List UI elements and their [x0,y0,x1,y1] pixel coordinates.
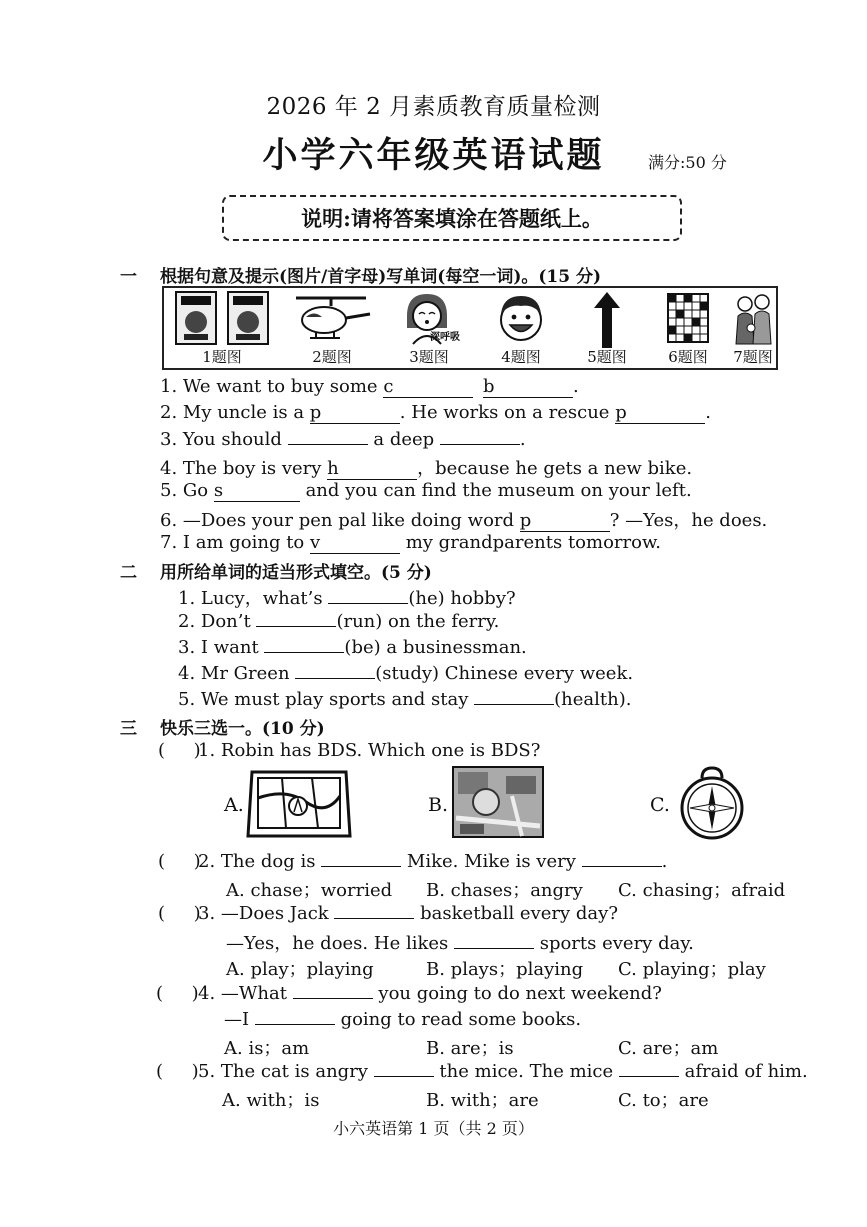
question-text: . [573,376,579,397]
q2-option-b[interactable]: B. chases；angry [426,880,583,901]
s3-question-2 [158,850,667,872]
s1-question-4 [160,454,692,480]
picture-5 [568,288,646,368]
section1-number: 一 [120,267,137,287]
satellite-map-icon [452,766,544,838]
question-text: . [519,429,526,450]
picture-6-caption: 6题图 [668,348,708,366]
question-text: Mike. Mike is very [401,851,582,872]
option-a-label: A. [224,794,244,816]
picture-4-caption: 4题图 [501,348,541,366]
answer-bracket[interactable]: ( ) [158,851,201,872]
picture-6 [648,288,728,368]
question-text: 5. Go [160,480,214,501]
hint-letter: p [519,510,532,531]
s3-question-5 [156,1060,808,1082]
answer-blank[interactable] [474,688,554,705]
picture-4 [478,288,564,368]
question-text: and you can find the museum on your left. [299,480,692,501]
answer-blank[interactable] [328,587,408,604]
answer-blank[interactable] [520,510,610,532]
q5-option-c[interactable]: C. to；are [618,1090,709,1111]
answer-bracket[interactable]: ( ) [156,1061,199,1082]
question-text: 1. Robin has BDS. Which one is BDS? [198,740,541,761]
breath-label: 深呼吸 [430,332,460,343]
s1-question-2 [160,402,711,424]
question-text: (run) on the ferry. [336,611,500,632]
question-text: . [705,402,711,423]
option-b-label: B. [428,794,449,816]
s1-question-3 [160,428,526,450]
section1-heading: 根据句意及提示(图片/首字母)写单词(每空一词)。(15 分) [160,267,602,287]
question-text: —Yes，he does. He likes [226,933,454,954]
question-text: 4. The boy is very [160,458,328,479]
grandparents-icon [731,290,775,346]
section2-heading: 用所给单词的适当形式填空。(5 分) [160,563,432,583]
answer-blank[interactable] [310,532,400,554]
notice-box [222,195,682,241]
answer-blank[interactable] [256,610,336,627]
hint-letter: b [483,376,495,397]
answer-blank[interactable] [310,402,400,424]
question-text: —I [224,1009,255,1030]
question-text: 7. I am going to [160,532,310,553]
hint-letter: h [327,458,339,479]
answer-blank[interactable] [295,662,375,679]
exam-title: 2026 年 2 月素质教育质量检测 [266,94,601,120]
s1-question-5 [160,480,692,502]
question-text: 3. I want [178,637,265,658]
compass-icon [676,766,748,840]
answer-blank[interactable] [214,480,300,502]
q3-option-a[interactable]: A. play；playing [226,959,374,980]
section3-number: 三 [120,719,137,739]
question-text: ? —Yes，he does. [609,510,768,531]
s3-question-4-line2 [224,1008,581,1030]
answer-blank[interactable] [293,982,373,999]
question-text: the mice. The mice [433,1061,619,1082]
happy-boy-icon [491,290,551,346]
question-text: 1. We want to buy some [160,376,384,397]
question-text: 2. The dog is [198,851,322,872]
question-text: you going to do next weekend? [372,983,662,1004]
question-text [473,376,479,397]
up-arrow-icon [592,290,622,350]
question-text: 4. —What [198,983,293,1004]
question-text: 1. Lucy，what’s [178,588,329,609]
s2-question-3 [178,636,527,658]
hint-letter: p [615,402,627,423]
s2-question-4 [178,662,633,684]
question-text: ，because he gets a new bike. [417,458,693,479]
s3-question-4 [156,982,662,1004]
option-c-label: C. [650,794,670,816]
main-title: 小学六年级英语试题 [262,135,605,176]
s2-question-5 [178,688,631,710]
answer-blank[interactable] [619,1060,679,1077]
answer-blank[interactable] [383,376,473,398]
answer-blank[interactable] [582,850,662,867]
picture-3 [386,288,472,368]
q2-option-a[interactable]: A. chase；worried [226,880,393,901]
question-text: . He works on a rescue [399,402,616,423]
hint-letter: p [309,402,322,423]
question-text: (study) Chinese every week. [375,663,634,684]
picture-strip [162,286,778,370]
answer-bracket[interactable]: ( ) [158,740,201,761]
question-text: . [661,851,668,872]
gps-navigator-icon [246,768,352,840]
answer-blank[interactable] [327,458,417,480]
s2-question-2 [178,610,499,632]
picture-2-caption: 2题图 [312,348,352,366]
question-text: afraid of him. [678,1061,808,1082]
answer-blank[interactable] [615,402,705,424]
question-text: (health). [554,689,632,710]
question-text: basketball every day? [414,903,618,924]
question-text: 5. We must play sports and stay [178,689,475,710]
picture-3-caption: 3题图 [409,348,449,366]
question-text: my grandparents tomorrow. [400,532,661,553]
picture-7-caption: 7题图 [733,348,773,366]
question-text: 3. You should [160,429,288,450]
helicopter-icon [290,290,374,346]
answer-blank[interactable] [374,1060,434,1077]
answer-blank[interactable] [334,902,414,919]
picture-1 [166,288,278,368]
page-footer: 小六英语第 1 页（共 2 页） [333,1119,534,1138]
question-text: 2. Don’t [178,611,257,632]
section2-number: 二 [120,563,137,583]
answer-blank[interactable] [483,376,573,398]
hint-letter: s [213,480,224,501]
picture-2 [282,288,382,368]
answer-bracket[interactable]: ( ) [156,983,199,1004]
question-text: going to read some books. [334,1009,582,1030]
picture-7 [730,288,776,368]
q4-option-c[interactable]: C. are；am [618,1038,719,1059]
question-text: 5. The cat is angry [198,1061,374,1082]
answer-bracket[interactable]: ( ) [158,903,201,924]
s1-question-6 [160,506,767,532]
answer-blank[interactable] [264,636,344,653]
question-text: 4. Mr Green [178,663,296,684]
s1-question-7 [160,532,661,554]
hint-letter: v [310,532,321,553]
answer-blank[interactable] [288,428,368,445]
hint-letter: c [383,376,394,397]
q3-option-b[interactable]: B. plays；playing [426,959,584,980]
question-text: 3. —Does Jack [198,903,335,924]
s3-question-3-line2 [226,929,694,955]
q5-option-b[interactable]: B. with；are [426,1090,539,1111]
crossword-icon [664,290,712,346]
s3-question-1 [158,740,540,761]
answer-blank[interactable] [321,850,401,867]
s1-question-1 [160,376,579,398]
picture-1-caption: 1题图 [202,348,242,366]
q5-option-a[interactable]: A. with；is [222,1090,320,1111]
answer-blank[interactable] [255,1008,335,1025]
answer-blank[interactable] [440,428,520,445]
q4-option-b[interactable]: B. are；is [426,1038,514,1059]
q4-option-a[interactable]: A. is；am [224,1038,310,1059]
q3-option-c[interactable]: C. playing；play [618,959,766,980]
q2-option-c[interactable]: C. chasing；afraid [618,880,786,901]
s2-question-1 [178,584,516,610]
question-text: 6. —Does your pen pal like doing word [160,510,520,531]
notice-text: 说明:请将答案填涂在答题纸上。 [301,206,603,231]
question-text: (he) hobby? [408,588,516,609]
question-text: sports every day. [533,933,694,954]
full-score: 满分:50 分 [648,153,727,172]
picture-5-caption: 5题图 [587,348,627,366]
s3-question-3 [158,902,618,924]
answer-blank[interactable] [454,932,534,949]
question-text: a deep [367,429,440,450]
question-text: (be) a businessman. [344,637,527,658]
section3-heading: 快乐三选一。(10 分) [160,719,325,739]
question-text: 2. My uncle is a [160,402,310,423]
comic-books-icon [172,290,272,346]
